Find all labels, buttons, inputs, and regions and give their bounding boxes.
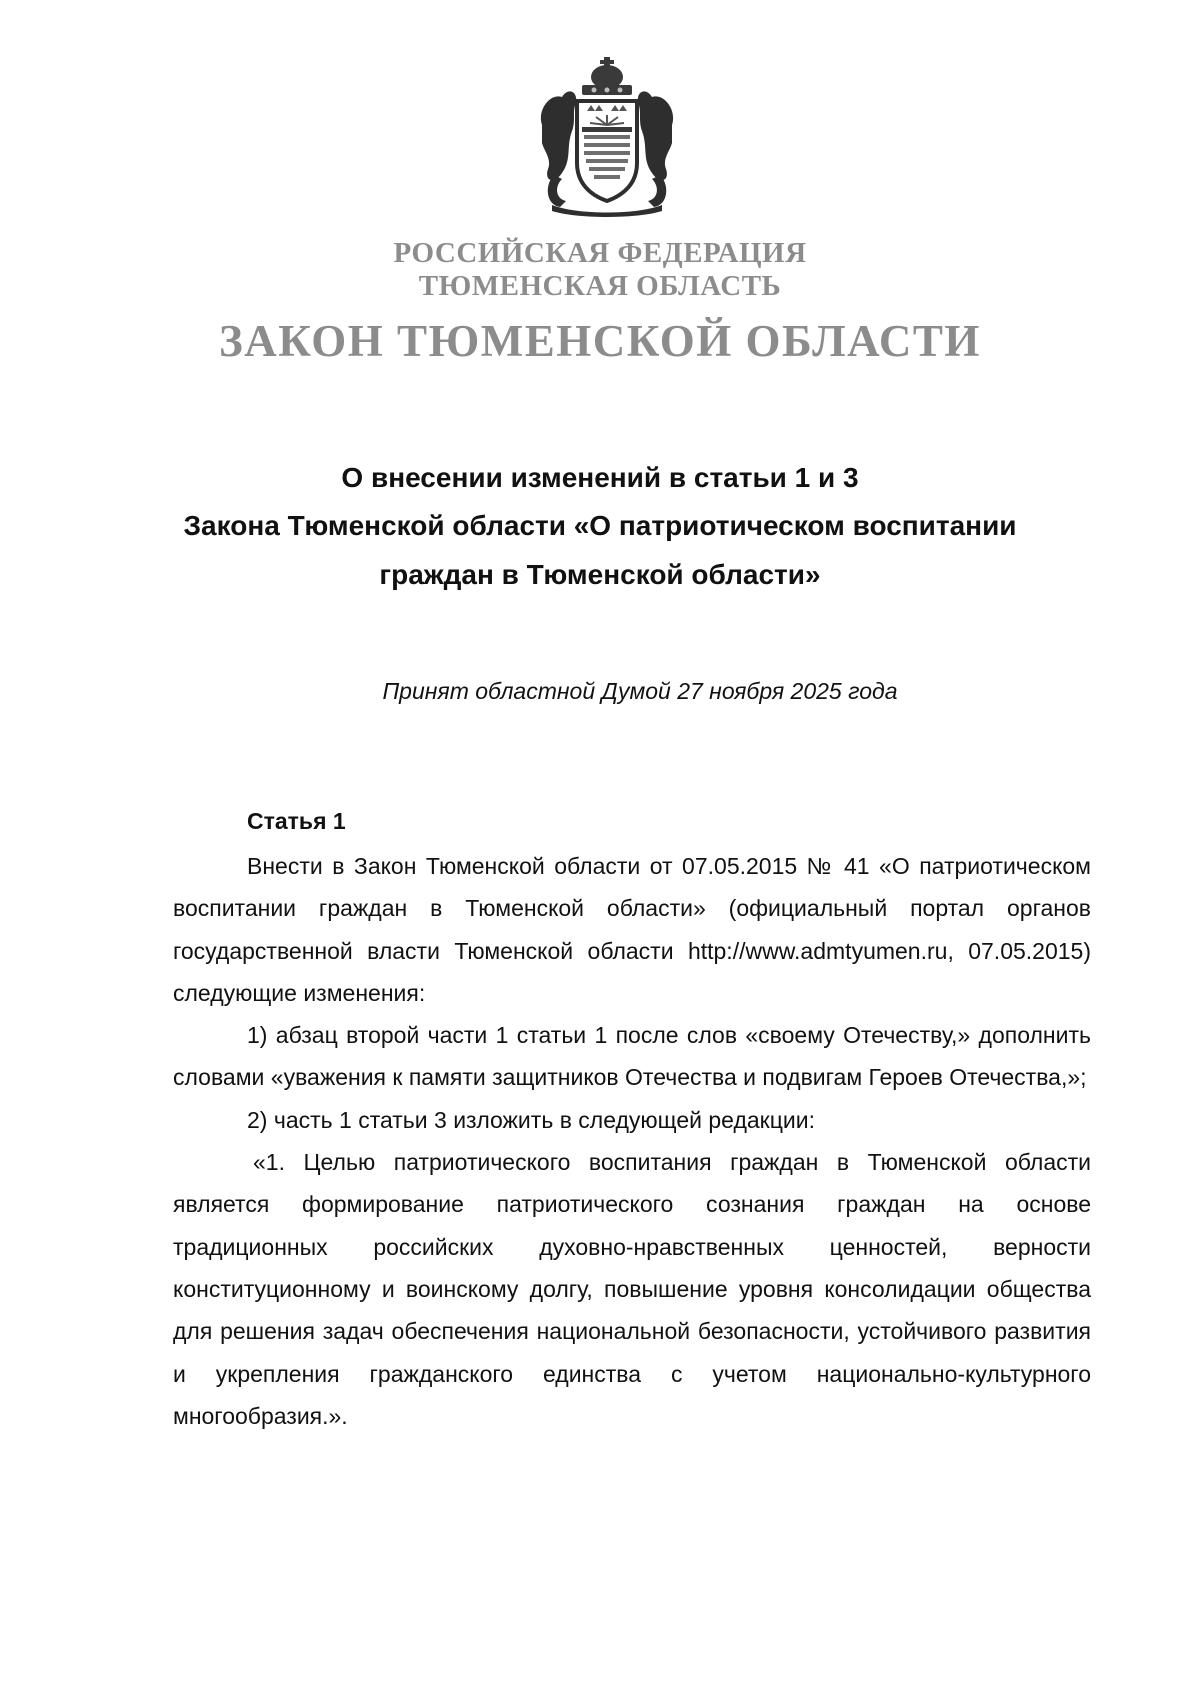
title-line-3: граждан в Тюменской области» — [379, 559, 821, 590]
article-paragraph: Внести в Закон Тюменской области от 07.05.2015 № 41 «О патриотическом воспитании граждан в Тюменской области» (официальный портал органов государственной власти Тюменской области http://www.admtyumen.ru, 07.05.2015) следующие изменения: — [173, 853, 1091, 1006]
article-1-heading: Статья 1 — [247, 808, 346, 834]
article-1-body — [173, 845, 1091, 1437]
header-doc-type: ЗАКОН ТЮМЕНСКОЙ ОБЛАСТИ — [219, 316, 981, 366]
title-line-2: Закона Тюменской области «О патриотическом воспитании — [183, 510, 1017, 541]
article-paragraph: 2) часть 1 статьи 3 изложить в следующей редакции: — [247, 1106, 815, 1133]
adoption-note: Принят областной Думой 27 ноября 2025 года — [382, 678, 898, 704]
coat-of-arms-icon — [532, 55, 682, 220]
title-line-1: О внесении изменений в статьи 1 и 3 — [341, 462, 859, 493]
header-region: ТЮМЕНСКАЯ ОБЛАСТЬ — [418, 270, 782, 302]
article-paragraph: «1. Целью патриотического воспитания граждан в Тюменской области является формирование патриотического сознания граждан на основе традиционных российских духовно-нравственных ценностей, верности конституционному и воинскому долгу, повышение уровня консолидации общества для решения задач обеспечения национальной безопасности, устойчивого развития и укрепления гражданского единства с учетом национально-культурного многообразия.». — [173, 1149, 1091, 1429]
header-federation: РОССИЙСКАЯ ФЕДЕРАЦИЯ — [393, 237, 807, 269]
article-paragraph: 1) абзац второй части 1 статьи 1 после слов «своему Отечеству,» дополнить словами «уважения к памяти защитников Отечества и подвигам Героев Отечества,»; — [173, 1022, 1091, 1091]
